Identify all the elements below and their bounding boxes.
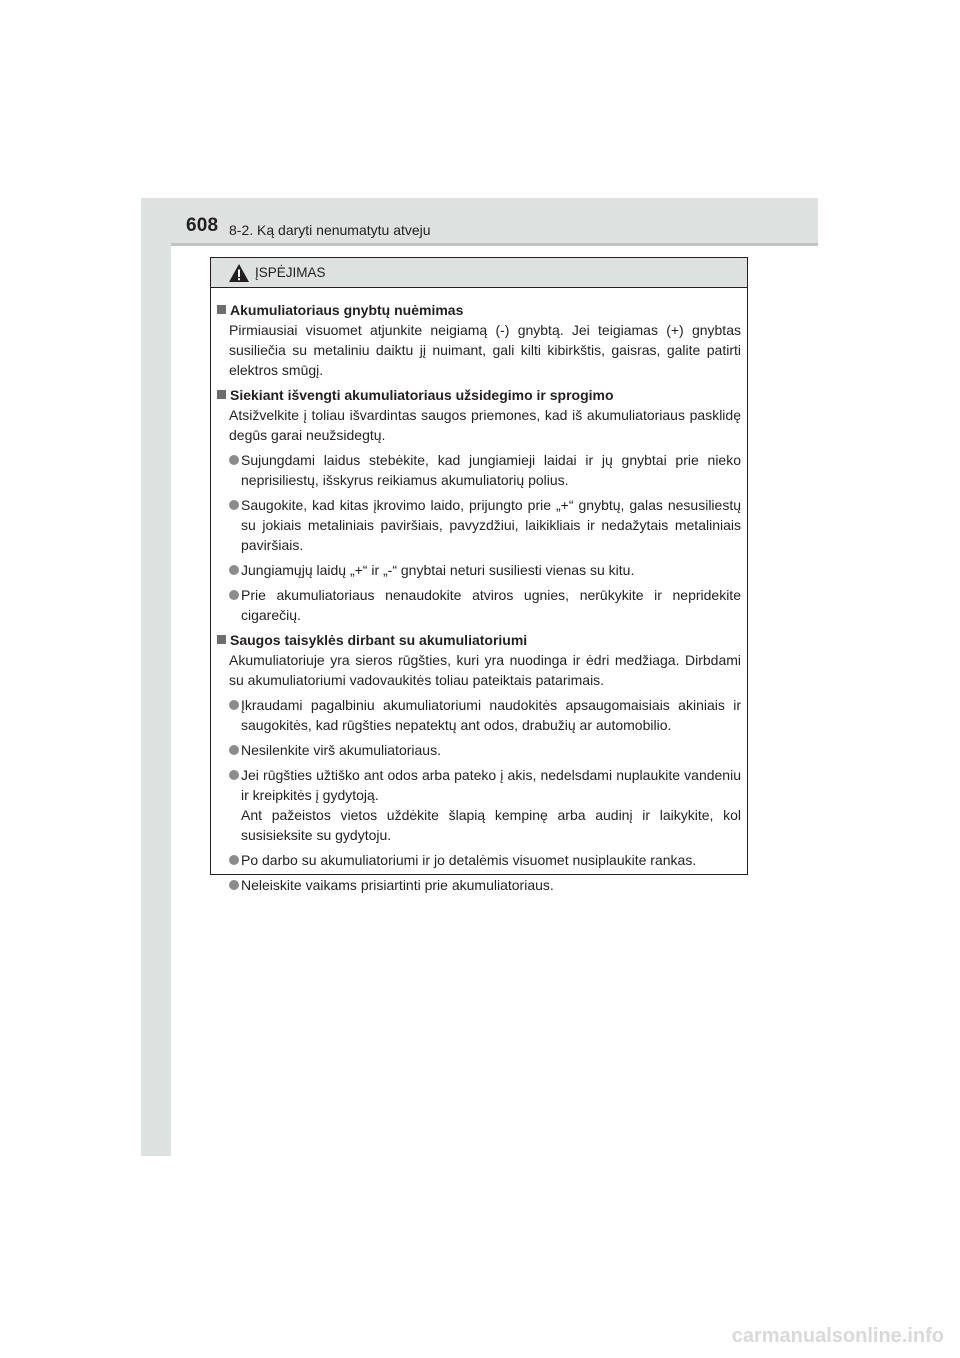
warning-body bbox=[211, 288, 747, 895]
circle-bullet-icon bbox=[229, 700, 239, 710]
circle-bullet-icon bbox=[229, 455, 239, 465]
circle-bullet-icon bbox=[229, 590, 239, 600]
square-bullet-icon bbox=[217, 635, 226, 644]
section-heading bbox=[217, 630, 741, 650]
list-item bbox=[241, 450, 741, 490]
list-item-text: Jungiamųjų laidų „+“ ir „-“ gnybtai neturi susiliesti vienas su kitu. bbox=[241, 562, 635, 578]
section-heading-text: Saugos taisyklės dirbant su akumuliatoriumi bbox=[230, 632, 528, 648]
list-item bbox=[241, 695, 741, 735]
warning-title: ĮSPĖJIMAS bbox=[255, 265, 326, 280]
square-bullet-icon bbox=[217, 390, 226, 399]
section-heading bbox=[217, 300, 741, 320]
list-item bbox=[241, 585, 741, 625]
list-item bbox=[241, 875, 741, 895]
square-bullet-icon bbox=[217, 305, 226, 314]
list-item-text: Neleiskite vaikams prisiartinti prie akumuliatoriaus. bbox=[241, 877, 554, 893]
page-number: 608 bbox=[186, 215, 219, 236]
list-item bbox=[241, 765, 741, 845]
list-item bbox=[241, 850, 741, 870]
side-strip bbox=[141, 198, 171, 1156]
list-item-text: Prie akumuliatoriaus nenaudokite atviros ugnies, nerūkykite ir nepridekite cigarečių. bbox=[241, 587, 741, 623]
section-heading-text: Akumuliatoriaus gnybtų nuėmimas bbox=[230, 302, 464, 318]
circle-bullet-icon bbox=[229, 855, 239, 865]
list-item-text: Įkraudami pagalbiniu akumuliatoriumi naudokitės apsaugomaisiais akiniais ir saugokitės, kad rūgšties nepatektų ant odos, drabužių ar automobilio. bbox=[241, 697, 741, 733]
list-item-text: Sujungdami laidus stebėkite, kad jungiamieji laidai ir jų gnybtai prie nieko neprisiliestų, išskyrus reikiamus akumuliatorių polius. bbox=[241, 452, 741, 488]
list-item-text: Po darbo su akumuliatoriumi ir jo detalėmis visuomet nusiplaukite rankas. bbox=[241, 852, 697, 868]
section-paragraph: Akumuliatoriuje yra sieros rūgšties, kuri yra nuodinga ir ėdri medžiaga. Dirbdami su akumuliatoriumi vadovaukitės toliau pateiktais patarimais. bbox=[229, 652, 741, 688]
section-title: 8-2. Ką daryti nenumatytu atveju bbox=[229, 222, 431, 238]
list-item-extra-text: Ant pažeistos vietos uždėkite šlapią kempinę arba audinį ir laikykite, kol susisieksite su gydytoju. bbox=[241, 807, 741, 843]
list-item bbox=[241, 740, 741, 760]
warning-box bbox=[210, 257, 748, 893]
section-paragraph: Atsižvelkite į toliau išvardintas saugos priemones, kad iš akumuliatoriaus pasklidę degūs garai neužsidegtų. bbox=[229, 407, 741, 443]
warning-triangle-icon bbox=[228, 263, 250, 283]
list-item-text: Nesilenkite virš akumuliatoriaus. bbox=[241, 742, 441, 758]
section-heading bbox=[217, 385, 741, 405]
list-item-text: Jei rūgšties užtiško ant odos arba pateko į akis, nedelsdami nuplaukite vandeniu ir kreipkitės į gydytoją. bbox=[241, 767, 741, 803]
section-paragraph: Pirmiausiai visuomet atjunkite neigiamą (-) gnybtą. Jei teigiamas (+) gnybtas susiliečia su metaliniu daiktu jį nuimant, gali kilti kibirkštis, gaisras, galite patirti elektros smūgį. bbox=[229, 322, 741, 378]
section-heading-text: Siekiant išvengti akumuliatoriaus užsidegimo ir sprogimo bbox=[230, 387, 614, 403]
list-item bbox=[241, 495, 741, 555]
circle-bullet-icon bbox=[229, 500, 239, 510]
circle-bullet-icon bbox=[229, 745, 239, 755]
circle-bullet-icon bbox=[229, 880, 239, 890]
list-item bbox=[241, 560, 741, 580]
circle-bullet-icon bbox=[229, 565, 239, 575]
circle-bullet-icon bbox=[229, 770, 239, 780]
watermark: carmanualsonline.info bbox=[731, 1325, 944, 1347]
header-rule bbox=[171, 243, 818, 246]
warning-header bbox=[211, 258, 747, 288]
list-item-text: Saugokite, kad kitas įkrovimo laido, prijungto prie „+“ gnybtų, galas nesusiliestų su jokiais metaliniais paviršiais, pavyzdžiui, laikikliais ir nedažytais metaliniais paviršiais. bbox=[241, 497, 741, 553]
